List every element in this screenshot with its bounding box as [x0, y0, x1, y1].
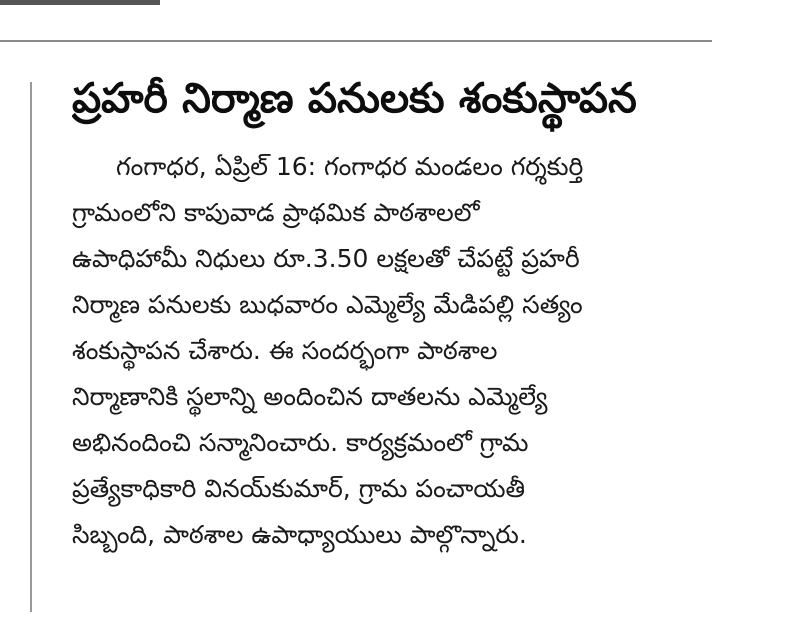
- article-body-line: గ్రామంలోని కాపువాడ ప్రాథమిక పాఠశాలలో: [72, 198, 480, 227]
- section-divider-rule: [0, 40, 712, 42]
- article-headline: ప్రహరీ నిర్మాణ పనులకు శంకుస్థాపన: [72, 74, 637, 122]
- article-body: [72, 144, 722, 558]
- cut-off-text-fragment: [0, 0, 160, 5]
- news-article: [72, 66, 722, 558]
- article-body-line: ఉపాధిహామీ నిధులు రూ.3.50 లక్షలతో చేపట్టే ప్రహరీ: [72, 244, 580, 273]
- previous-article-cut-off-strip: [0, 0, 800, 14]
- article-body-line: అభినందించి సన్మానించారు. కార్యక్రమంలో గ్రామ: [72, 428, 529, 457]
- article-body-line: నిర్మాణానికి స్థలాన్ని అందించిన దాతలను ఎమ్మెల్యే: [72, 382, 548, 411]
- column-separator-line: [30, 82, 32, 612]
- article-body-line: సిబ్బంది, పాఠశాల ఉపాధ్యాయులు పాల్గొన్నారు.: [72, 520, 527, 549]
- article-body-line: గంగాధర, ఏప్రిల్ 16: గంగాధర మండలం గర్శకుర్తి: [116, 152, 584, 181]
- article-body-line: నిర్మాణ పనులకు బుధవారం ఎమ్మెల్యే మేడిపల్లి సత్యం: [72, 290, 583, 319]
- article-body-line: శంకుస్థాపన చేశారు. ఈ సందర్భంగా పాఠశాల: [72, 336, 498, 365]
- article-body-line: ప్రత్యేకాధికారి వినయ్‌కుమార్, గ్రామ పంచాయతీ: [72, 474, 526, 503]
